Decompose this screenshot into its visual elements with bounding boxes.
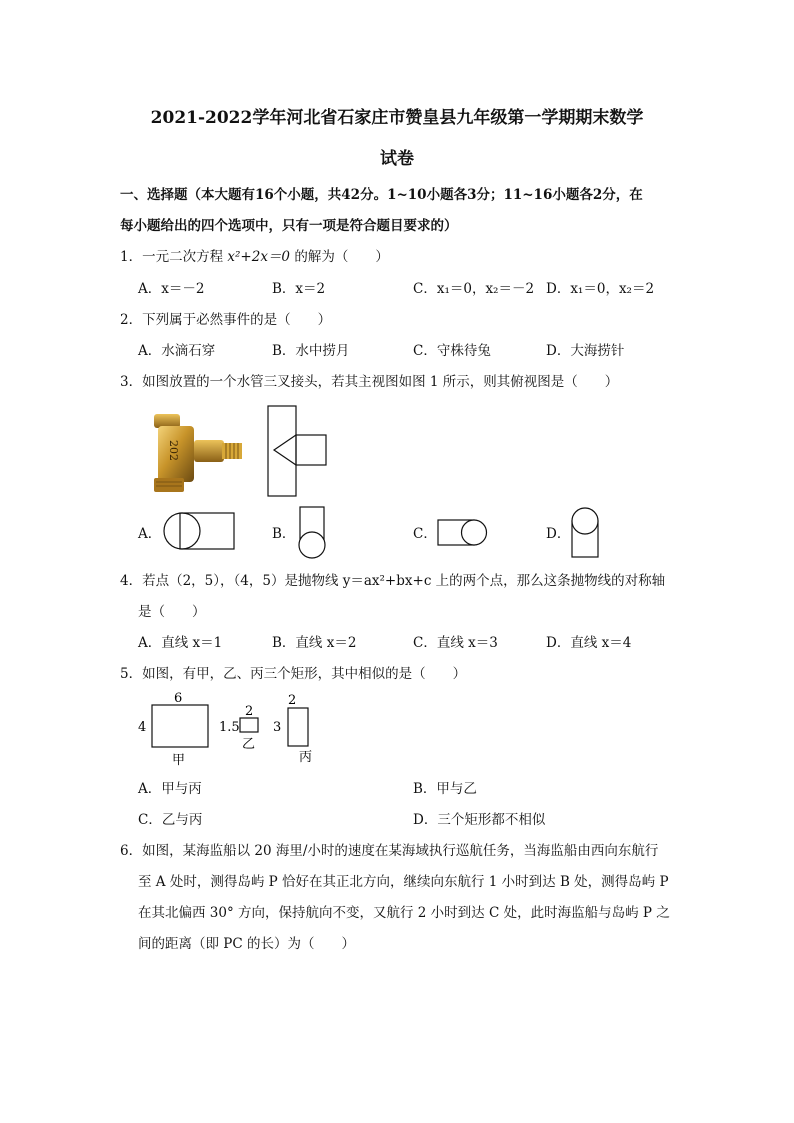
q3-option-b-figure: [296, 505, 330, 561]
q5-rectangles-figure: [136, 688, 336, 770]
q4-option-c: C．直线 x＝3: [413, 635, 498, 651]
rect-jia-side-label: 4: [138, 720, 147, 735]
q3-option-d-figure: [566, 505, 604, 561]
exam-title-line2: 试卷: [380, 149, 414, 169]
pipe-tee-photo: [140, 412, 245, 494]
pipe-side-thread: [222, 443, 242, 459]
q3-option-c-figure: [434, 516, 490, 550]
q6-line2: 至 A 处时，测得岛屿 P 恰好在其正北方向，继续向东航行 1 小时到达 B 处，测得岛屿 P: [138, 874, 669, 890]
q4-stem-line1: 4．若点（2，5），（4，5）是抛物线 y＝ax²+bx+c 上的两个点，那么这条抛物线的对称轴: [120, 573, 666, 589]
rect-jia: [152, 705, 208, 747]
pipe-top-nut: [154, 414, 180, 428]
section-heading-line2: 每小题给出的四个选项中，只有一项是符合题目要求的）: [120, 218, 458, 234]
q1-suffix: 的解为（ ）: [290, 249, 389, 265]
pipe-side-nut: [194, 440, 224, 462]
q1-stem: [120, 248, 389, 266]
q3-option-b: B．: [272, 526, 296, 542]
q3-option-d: D．: [546, 526, 571, 542]
q2-option-d: D．大海捞针: [546, 343, 625, 359]
q1-option-a: A．x＝－2: [138, 281, 205, 297]
rect-yi: [240, 718, 258, 732]
rect-yi-side-label: 1.5: [219, 720, 240, 735]
q1-option-d: D．x₁＝0，x₂＝2: [546, 281, 655, 297]
q6-line4: 间的距离（即 PC 的长）为（ ）: [138, 936, 355, 952]
rect-jia-name: 甲: [172, 753, 186, 768]
q5-option-a: A．甲与丙: [138, 781, 202, 797]
q6-line3: 在其北偏西 30° 方向，保持航向不变，又航行 2 小时到达 C 处，此时海监船与岛屿 P 之: [138, 905, 670, 921]
rect-bing: [288, 708, 308, 746]
q1-option-b: B．x＝2: [272, 281, 326, 297]
rect-bing-top-label: 2: [288, 693, 297, 708]
q1-prefix: 1．一元二次方程: [120, 249, 228, 265]
q4-option-d: D．直线 x＝4: [546, 635, 632, 651]
q3-main-view: [266, 404, 330, 500]
pipe-bottom-thread: [154, 478, 184, 492]
rect-bing-side-label: 3: [273, 720, 282, 735]
q4-option-b: B．直线 x＝2: [272, 635, 357, 651]
rect-yi-name: 乙: [242, 737, 256, 752]
q3-option-c: C．: [413, 526, 437, 542]
pipe-stamp-label: 202: [167, 440, 180, 461]
q1-equation: x²+2x＝0: [227, 249, 291, 265]
q4-option-a: A．直线 x＝1: [138, 635, 223, 651]
rect-yi-top-label: 2: [245, 704, 254, 719]
q2-option-b: B．水中捞月: [272, 343, 350, 359]
q5-option-d: D．三个矩形都不相似: [413, 812, 546, 828]
q3-option-a-figure: [160, 511, 238, 553]
section-heading-line1: 一、选择题（本大题有16个小题，共42分。1~10小题各3分；11~16小题各2分，在: [120, 187, 643, 203]
q3-option-a: A．: [138, 526, 162, 542]
q6-line1: 6．如图，某海监船以 20 海里/小时的速度在某海域执行巡航任务，当海监船由西向东航行: [120, 843, 659, 859]
q1-option-c: C．x₁＝0，x₂＝－2: [413, 281, 535, 297]
q5-stem: 5．如图，有甲，乙、丙三个矩形，其中相似的是（ ）: [120, 666, 467, 682]
rect-jia-top-label: 6: [174, 691, 183, 706]
q4-stem-line2: 是（ ）: [138, 604, 206, 620]
q2-option-a: A．水滴石穿: [138, 343, 216, 359]
q2-stem: 2．下列属于必然事件的是（ ）: [120, 312, 332, 328]
q5-option-b: B．甲与乙: [413, 781, 477, 797]
exam-title-line1: 2021-2022学年河北省石家庄市赞皇县九年级第一学期期末数学: [150, 108, 644, 128]
q2-option-c: C．守株待兔: [413, 343, 491, 359]
q3-stem: 3．如图放置的一个水管三叉接头，若其主视图如图 1 所示，则其俯视图是（ ）: [120, 374, 619, 390]
rect-bing-name: 丙: [299, 750, 313, 765]
q5-option-c: C．乙与丙: [138, 812, 203, 828]
